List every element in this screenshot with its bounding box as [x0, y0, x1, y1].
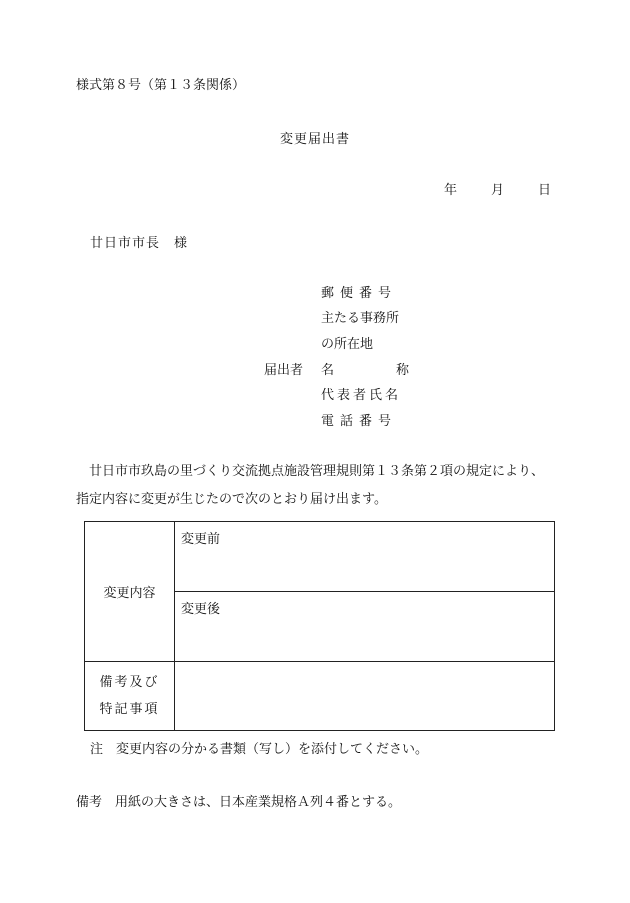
before-change-cell[interactable] — [175, 522, 555, 592]
name-label-first: 名 — [321, 363, 335, 378]
office-address-label-line2: の所在地 — [321, 337, 374, 352]
after-change-cell[interactable] — [175, 592, 555, 662]
date-year: 年 — [444, 183, 458, 198]
form-number: 様式第８号（第１３条関係） — [76, 78, 246, 93]
change-content-label: 変更内容 — [103, 586, 156, 601]
before-change-label: 変更前 — [181, 532, 221, 547]
name-label-second: 称 — [396, 363, 410, 378]
change-content-table — [84, 521, 555, 731]
document-title: 変更届出書 — [279, 132, 350, 147]
body-paragraph: 廿日市市玖島の里づくり交流拠点施設管理規則第１３条第２項の規定により、指定内容に変更が生じたので次のとおり届け出ます。 — [76, 464, 545, 507]
remarks-label-line2: 特記事項 — [99, 702, 160, 717]
postal-code-label: 郵便番号 — [321, 286, 398, 301]
after-change-label: 変更後 — [181, 602, 221, 617]
phone-number-label: 電話番号 — [321, 414, 398, 429]
remarks-label-line1: 備考及び — [99, 675, 160, 690]
remarks-header — [85, 662, 175, 731]
remarks-cell[interactable] — [175, 662, 555, 731]
date-month: 月 — [491, 183, 505, 198]
date-day: 日 — [538, 183, 552, 198]
change-content-header — [85, 522, 175, 662]
attachment-note: 注 変更内容の分かる書類（写し）を添付してください。 — [90, 742, 429, 757]
addressee: 廿日市市長 様 — [90, 236, 189, 251]
date-row — [444, 179, 551, 198]
office-address-label-line1: 主たる事務所 — [321, 311, 400, 326]
representative-name-label: 代表者氏名 — [321, 388, 402, 403]
notifier-label: 届出者 — [264, 363, 304, 378]
paper-size-remark: 備考 用紙の大きさは、日本産業規格Ａ列４番とする。 — [76, 795, 402, 810]
